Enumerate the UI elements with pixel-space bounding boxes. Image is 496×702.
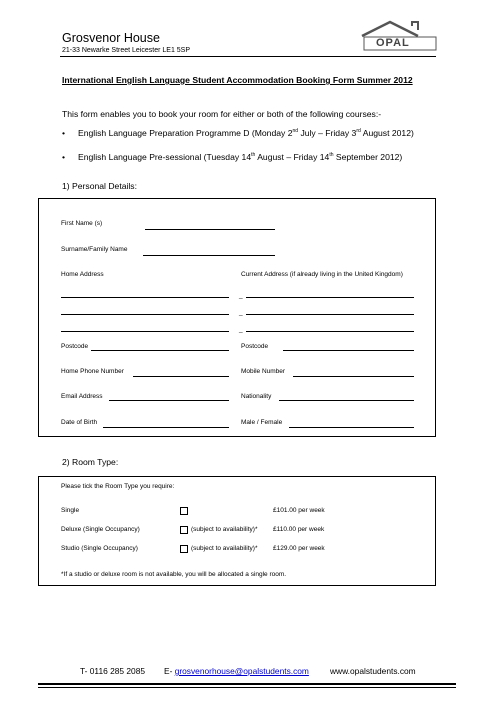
course-item: • English Language Pre-sessional (Tuesday 14th August – Friday 14th September 2012) [62, 152, 403, 162]
home-phone-field[interactable] [133, 376, 229, 377]
footer-phone: T- 0116 285 2085 [80, 666, 146, 676]
footer-divider [38, 687, 456, 688]
section-heading-personal: 1) Personal Details: [62, 181, 137, 191]
bullet-icon: • [62, 152, 66, 162]
email-label: Email Address [61, 393, 103, 400]
mobile-field[interactable] [293, 376, 414, 377]
footer-divider [38, 683, 456, 685]
course-item: • English Language Preparation Programme D (Monday 2nd July – Friday 3rd August 2012) [62, 128, 414, 138]
email-field[interactable] [109, 400, 229, 401]
footer-email: E- grosvenorhouse@opalstudents.com [164, 666, 309, 676]
form-title: International English Language Student Accommodation Booking Form Summer 2012 [62, 75, 413, 85]
room-option-price: £129.00 per week [273, 545, 325, 552]
postcode-field[interactable] [91, 350, 229, 351]
room-type-box [38, 476, 436, 586]
room-option-price: £101.00 per week [273, 507, 325, 514]
home-address-line-3[interactable] [61, 331, 229, 332]
dob-label: Date of Birth [61, 419, 98, 426]
home-address-label: Home Address [61, 271, 104, 278]
company-name: Grosvenor House [62, 31, 160, 45]
studio-checkbox[interactable] [180, 545, 188, 553]
room-option-note: (subject to availability)* [191, 545, 258, 552]
room-option-name: Studio (Single Occupancy) [61, 545, 138, 552]
first-name-field[interactable] [145, 229, 275, 230]
room-footnote: *If a studio or deluxe room is not available, you will be allocated a single room. [61, 571, 287, 578]
current-address-line-2[interactable] [246, 314, 414, 315]
bullet-icon: • [62, 128, 66, 138]
room-option-note: (subject to availability)* [191, 526, 258, 533]
current-postcode-field[interactable] [283, 350, 414, 351]
nationality-label: Nationality [241, 393, 272, 400]
company-address: 21-33 Newarke Street Leicester LE1 5SP [62, 47, 191, 54]
room-option-name: Deluxe (Single Occupancy) [61, 526, 140, 533]
room-instruction: Please tick the Room Type you require: [61, 483, 175, 490]
room-option-name: Single [61, 507, 80, 514]
surname-field[interactable] [143, 255, 275, 256]
current-postcode-label: Postcode [241, 343, 269, 350]
dob-field[interactable] [103, 427, 229, 428]
logo-text: OPAL [376, 37, 410, 49]
opal-logo [360, 20, 440, 59]
footer-website[interactable]: www.opalstudents.com [330, 666, 416, 676]
intro-text: This form enables you to book your room for either or both of the following courses:- [62, 109, 382, 119]
room-option-price: £110.00 per week [273, 526, 325, 533]
first-name-label: First Name (s) [61, 220, 103, 227]
surname-label: Surname/Family Name [61, 246, 128, 253]
home-phone-label: Home Phone Number [61, 368, 124, 375]
gender-field[interactable] [289, 427, 414, 428]
home-address-line-1[interactable] [61, 297, 229, 298]
current-address-label: Current Address (if already living in the United Kingdom) [241, 271, 403, 278]
mobile-label: Mobile Number [241, 368, 286, 375]
email-link[interactable]: grosvenorhouse@opalstudents.com [174, 666, 309, 676]
personal-details-box: First Name (s) Surname/Family Name Home Address Current Address (if already living in the United Kingdom) _ _ _ Postcode Postcode Home Phone Number Mobile Number Email Address Nationality Date of Birth Male / Female [38, 198, 436, 437]
postcode-label: Postcode [61, 343, 89, 350]
deluxe-checkbox[interactable] [180, 526, 188, 534]
current-address-line-3[interactable] [246, 331, 414, 332]
nationality-field[interactable] [279, 400, 414, 401]
single-checkbox[interactable] [180, 507, 188, 515]
home-address-line-2[interactable] [61, 314, 229, 315]
section-heading-room: 2) Room Type: [62, 457, 119, 467]
current-address-line-1[interactable] [246, 297, 414, 298]
gender-label: Male / Female [241, 419, 283, 426]
